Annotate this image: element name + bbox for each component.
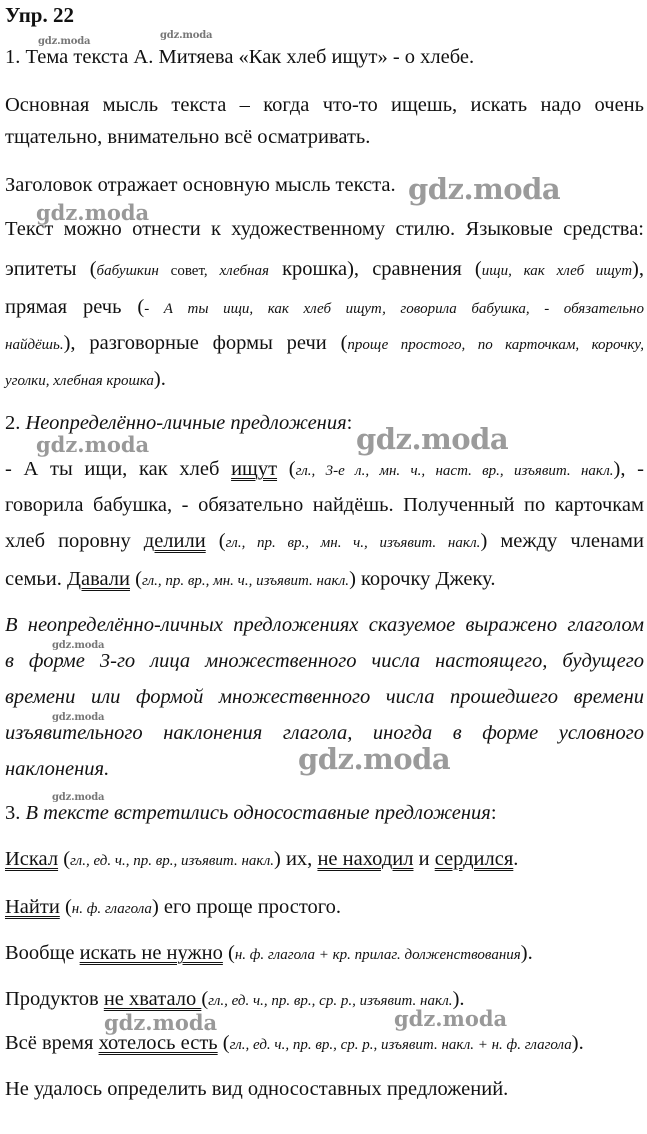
conclusion-line: Не удалось определить вид односоставных предложений. bbox=[5, 1078, 509, 1100]
watermark: gdz.moda bbox=[52, 640, 105, 651]
title-line: Заголовок отражает основную мысль текста. bbox=[5, 174, 396, 196]
watermark: gdz.moda bbox=[298, 742, 451, 776]
watermark: gdz.moda bbox=[394, 1006, 508, 1031]
section-2-heading: 2. Неопределённо-личные предложения: bbox=[5, 412, 353, 434]
rule-line-3: времени или формой множественного числа прошедшего времени bbox=[5, 686, 644, 708]
rule-line-1: В неопределённо-личных предложениях сказуемое выражено глаголом bbox=[5, 614, 644, 636]
watermark: gdz.moda bbox=[356, 422, 509, 456]
watermark: gdz.moda bbox=[38, 36, 91, 47]
theme-line: 1. Тема текста А. Митяева «Как хлеб ищут» - о хлебе. bbox=[5, 46, 475, 68]
one-part-line-4: Продуктов не хватало (гл., ед. ч., пр. вр., ср. р., изъявит. накл.). bbox=[5, 988, 465, 1010]
means-line-4: уголки, хлебная крошка). bbox=[5, 368, 166, 390]
one-part-line-3: Вообще искать не нужно (н. ф. глагола + кр. прилаг. долженствования). bbox=[5, 942, 533, 964]
example-line-1: - А ты ищи, как хлеб ищут (гл., 3-е л., мн. ч., наст. вр., изъявит. накл.), - bbox=[5, 458, 644, 480]
style-line: Текст можно отнести к художественному стилю. Языковые средства: bbox=[5, 218, 644, 240]
watermark: gdz.moda bbox=[36, 432, 150, 457]
means-line-1: эпитеты (бабушкин совет, хлебная крошка), сравнения (ищи, как хлеб ищут), bbox=[5, 258, 644, 280]
example-line-4: семьи. Давали (гл., пр. вр., мн. ч., изъявит. накл.) корочку Джеку. bbox=[5, 568, 496, 590]
means-line-3: найдёшь.), разговорные формы речи (проще простого, по карточкам, корочку, bbox=[5, 332, 644, 354]
main-idea-line-1: Основная мысль текста – когда что-то ищешь, искать надо очень bbox=[5, 94, 644, 116]
rule-line-4: изъявительного наклонения глагола, иногда в форме условного bbox=[5, 722, 644, 744]
watermark: gdz.moda bbox=[52, 712, 105, 723]
watermark: gdz.moda bbox=[52, 792, 105, 803]
watermark: gdz.moda bbox=[36, 200, 150, 225]
example-line-3: хлеб поровну делили (гл., пр. вр., мн. ч., изъявит. накл.) между членами bbox=[5, 530, 644, 552]
watermark: gdz.moda bbox=[408, 172, 561, 206]
watermark: gdz.moda bbox=[104, 1010, 218, 1035]
means-line-2: прямая речь (- А ты ищи, как хлеб ищут, говорила бабушка, - обязательно bbox=[5, 296, 644, 318]
one-part-line-1: Искал (гл., ед. ч., пр. вр., изъявит. накл.) их, не находил и сердился. bbox=[5, 848, 519, 870]
example-line-2: говорила бабушка, - обязательно найдёшь. Полученный по карточкам bbox=[5, 494, 644, 516]
rule-line-5: наклонения. bbox=[5, 758, 110, 780]
exercise-heading: Упр. 22 bbox=[5, 3, 74, 27]
main-idea-line-2: тщательно, внимательно всё осматривать. bbox=[5, 126, 371, 148]
rule-line-2: в форме 3-го лица множественного числа настоящего, будущего bbox=[5, 650, 644, 672]
one-part-line-5: Всё время хотелось есть (гл., ед. ч., пр. вр., ср. р., изъявит. накл. + н. ф. глагола). bbox=[5, 1032, 584, 1054]
section-3-heading: 3. В тексте встретились односоставные предложения: bbox=[5, 802, 497, 824]
one-part-line-2: Найти (н. ф. глагола) его проще простого. bbox=[5, 896, 342, 918]
watermark: gdz.moda bbox=[160, 30, 213, 41]
